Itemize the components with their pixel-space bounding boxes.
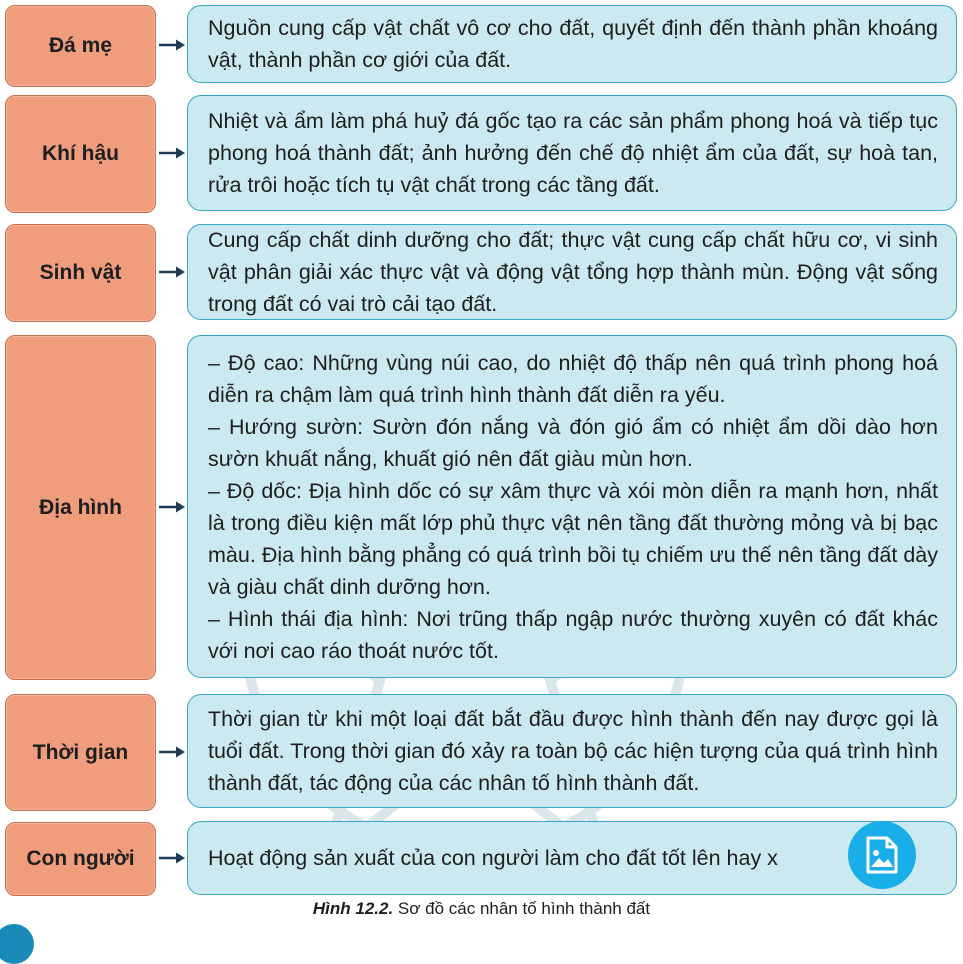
factor-box: Đá mẹ <box>5 5 156 87</box>
figure-caption <box>0 899 963 919</box>
corner-decoration <box>0 924 34 964</box>
description-text: – Độ cao: Những vùng núi cao, do nhiệt độ thấp nên quá trình phong hoá diễn ra chậm làm quá trình hình thành đất diễn ra yếu. <box>208 350 938 407</box>
description-box <box>187 95 957 211</box>
factor-box: Địa hình <box>5 335 156 680</box>
description-box <box>187 821 957 895</box>
caption-label: Hình 12.2. <box>312 899 394 918</box>
arrow-right-icon <box>158 146 186 160</box>
arrow-right-icon <box>158 38 186 52</box>
image-file-icon <box>865 836 899 874</box>
description-text: Nhiệt và ẩm làm phá huỷ đá gốc tạo ra các sản phẩm phong hoá và tiếp tục phong hoá thành đất; ảnh hưởng đến chế độ nhiệt ẩm của đất, sự hoà tan, rửa trôi hoặc tích tụ vật chất trong các tầng đất. <box>208 109 938 197</box>
description-text: – Hướng sườn: Sườn đón nắng và đón gió ẩm có nhiệt ẩm dồi dào hơn sườn khuất nắng, khuất gió nên đất giàu mùn hơn. <box>208 414 938 471</box>
description-text: – Hình thái địa hình: Nơi trũng thấp ngập nước thường xuyên có đất khác với nơi cao ráo thoát nước tốt. <box>208 606 938 663</box>
description-text: Cung cấp chất dinh dưỡng cho đất; thực vật cung cấp chất hữu cơ, vi sinh vật phân giải xác thực vật và động vật tổng hợp thành mùn. Động vật sống trong đất có vai trò cải tạo đất. <box>208 228 938 316</box>
factor-box: Thời gian <box>5 694 156 811</box>
factor-box: Khí hậu <box>5 95 156 213</box>
arrow-right-icon <box>158 500 186 514</box>
arrow-right-icon <box>158 851 186 865</box>
caption-text: Sơ đồ các nhân tố hình thành đất <box>393 899 651 918</box>
description-text: Nguồn cung cấp vật chất vô cơ cho đất, quyết định đến thành phần khoáng vật, thành phần cơ giới của đất. <box>208 16 938 72</box>
factor-box: Con người <box>5 822 156 896</box>
description-text: – Độ dốc: Địa hình dốc có sự xâm thực và xói mòn diễn ra mạnh hơn, nhất là trong điều kiện mất lớp phủ thực vật nên tầng đất thường mỏng và bị bạc màu. Địa hình bằng phẳng có quá trình bồi tụ chiếm ưu thế nên tầng đất dày và giàu chất dinh dưỡng hơn. <box>208 478 938 599</box>
description-box <box>187 335 957 678</box>
factor-box: Sinh vật <box>5 224 156 322</box>
description-box <box>187 694 957 808</box>
description-box <box>187 224 957 320</box>
description-text: Thời gian từ khi một loại đất bắt đầu được hình thành đến nay được gọi là tuổi đất. Trong thời gian đó xảy ra toàn bộ các hiện tượng của quá trình hình thành đất, tác động của các nhân tố hình thành đất. <box>208 707 938 795</box>
description-box <box>187 5 957 83</box>
arrow-right-icon <box>158 745 186 759</box>
arrow-right-icon <box>158 265 186 279</box>
image-icon[interactable] <box>848 821 916 889</box>
description-text: Hoạt động sản xuất của con người làm cho đất tốt lên hay x <box>208 846 778 870</box>
